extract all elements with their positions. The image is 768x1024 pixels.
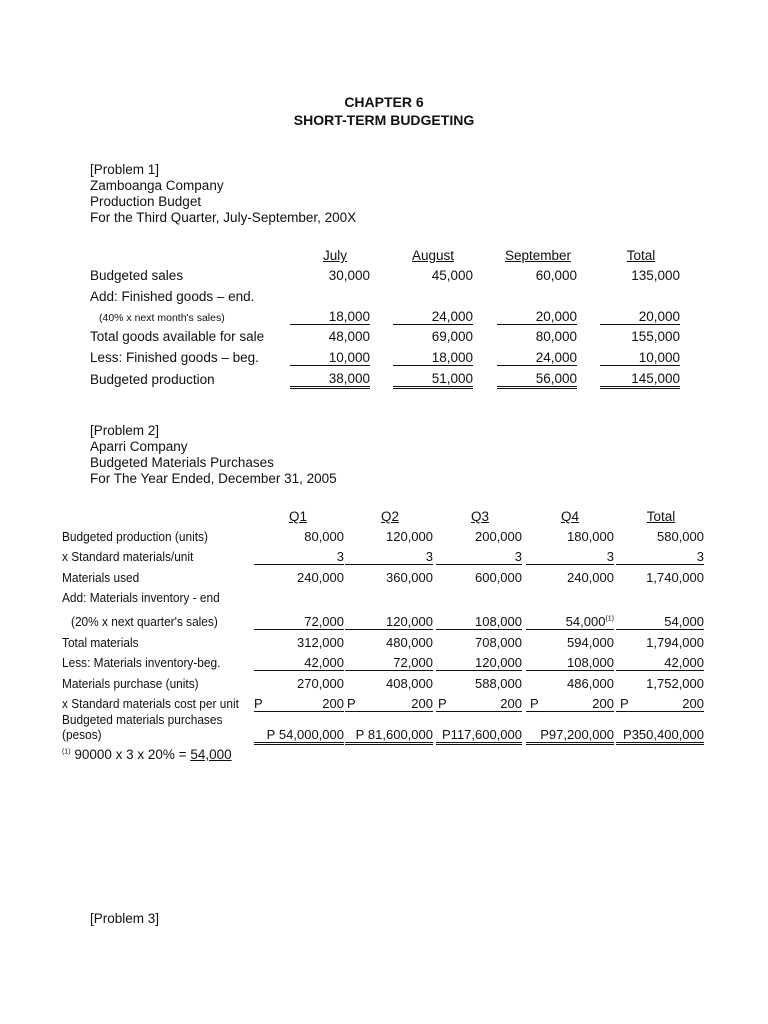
p2-cell: 708,000 <box>475 635 522 650</box>
p1-cell: 80,000 <box>535 329 577 344</box>
peso-symbol: P <box>266 727 276 742</box>
p1-cell: 145,000 <box>600 371 680 389</box>
p1-col-august: August <box>411 248 455 263</box>
p1-col-july: July <box>322 248 347 263</box>
problem1-statement: Production Budget <box>90 194 202 209</box>
p2-cell: 408,000 <box>386 676 433 691</box>
p2-cell: 120,000 <box>345 614 433 630</box>
p2-cell: 200 <box>616 696 704 712</box>
p1-cell: 30,000 <box>328 268 370 283</box>
p1-row-label: Budgeted production <box>90 372 215 387</box>
p2-col-q2: Q2 <box>380 509 399 524</box>
footnote-mark: (1) <box>62 748 71 756</box>
problem2-company: Aparri Company <box>90 439 188 454</box>
p1-cell: 24,000 <box>393 309 473 325</box>
p1-col-september: September <box>504 248 572 263</box>
p1-cell: 135,000 <box>631 268 680 283</box>
p2-cell: 312,000 <box>297 635 344 650</box>
p2-row-label: Add: Materials inventory - end <box>62 591 220 605</box>
p1-cell: 60,000 <box>535 268 577 283</box>
p1-cell: 45,000 <box>431 268 473 283</box>
p1-cell: 18,000 <box>393 350 473 366</box>
p2-cell: 42,000 <box>616 655 704 671</box>
p2-cell-value: 117,600,000 <box>450 727 522 742</box>
footnote <box>62 747 232 762</box>
p2-cell: 108,000 <box>436 614 522 630</box>
p2-cell: 3 <box>254 549 344 565</box>
p1-cell: 20,000 <box>600 309 680 325</box>
p1-cell: 69,000 <box>431 329 473 344</box>
p2-cell: 270,000 <box>297 676 344 691</box>
p2-cell: 72,000 <box>254 614 344 630</box>
p2-row-label: Total materials <box>62 636 139 650</box>
p2-cell-value: 350,400,000 <box>631 727 704 742</box>
p2-row-label: Less: Materials inventory-beg. <box>62 656 221 670</box>
problem3-label: [Problem 3] <box>90 911 160 926</box>
p2-cell: 3 <box>526 549 614 565</box>
p2-cell-value: 54,000 <box>565 614 606 629</box>
p1-cell: 38,000 <box>290 371 370 389</box>
p2-row-label: Budgeted materials purchases <box>62 713 223 727</box>
peso-symbol: P <box>540 727 549 742</box>
problem2-statement: Budgeted Materials Purchases <box>90 455 274 470</box>
p2-cell <box>254 727 344 745</box>
p2-row-label: (20% x next quarter's sales) <box>71 615 218 629</box>
p1-row-label: Budgeted sales <box>90 268 184 283</box>
p2-cell: 72,000 <box>345 655 433 671</box>
chapter-subtitle: SHORT-TERM BUDGETING <box>293 112 475 128</box>
p2-cell: 3 <box>616 549 704 565</box>
p2-cell: 200 <box>436 696 522 712</box>
p2-cell-value: 97,200,000 <box>548 727 614 742</box>
p1-row-label: (40% x next month's sales) <box>99 312 225 324</box>
p1-cell: 10,000 <box>600 350 680 366</box>
p2-cell: 1,752,000 <box>646 676 704 691</box>
p2-cell: 240,000 <box>297 570 344 585</box>
problem1-period: For the Third Quarter, July-September, 200X <box>90 210 357 225</box>
peso-symbol: P <box>620 696 629 711</box>
p2-col-total: Total <box>646 509 676 524</box>
footnote-result: 54,000 <box>190 747 232 762</box>
peso-symbol: P <box>530 696 539 711</box>
peso-symbol: P <box>355 727 365 742</box>
p1-cell: 10,000 <box>290 350 370 366</box>
p2-row-label: x Standard materials cost per unit <box>62 697 239 711</box>
p2-cell: 480,000 <box>386 635 433 650</box>
p2-cell: 3 <box>436 549 522 565</box>
p2-col-q3: Q3 <box>470 509 489 524</box>
p2-cell: 54,000 <box>616 614 704 630</box>
p1-cell: 56,000 <box>497 371 577 389</box>
p2-cell: 80,000 <box>304 529 344 544</box>
p2-cell: 42,000 <box>254 655 344 671</box>
peso-symbol: P <box>623 727 632 742</box>
problem2-label: [Problem 2] <box>90 423 160 438</box>
p2-cell: 580,000 <box>657 529 704 544</box>
p2-cell: 240,000 <box>567 570 614 585</box>
problem1-company: Zamboanga Company <box>90 178 224 193</box>
peso-symbol: P <box>254 696 263 711</box>
p2-cell: 108,000 <box>526 655 614 671</box>
p1-cell: 51,000 <box>393 371 473 389</box>
footnote-marker: (1) <box>605 615 614 623</box>
p2-cell-value: 54,000,000 <box>278 727 344 742</box>
p2-col-q4: Q4 <box>560 509 579 524</box>
p2-cell: 120,000 <box>386 529 433 544</box>
p1-cell: 18,000 <box>290 309 370 325</box>
p2-cell <box>526 727 614 745</box>
p1-cell: 48,000 <box>328 329 370 344</box>
p2-cell <box>616 727 704 745</box>
peso-symbol: P <box>347 696 356 711</box>
p2-cell: 200,000 <box>475 529 522 544</box>
p2-cell: 600,000 <box>475 570 522 585</box>
p2-cell: 200 <box>345 696 433 712</box>
p2-cell: 120,000 <box>436 655 522 671</box>
p2-cell <box>526 614 614 630</box>
p2-row-label: Materials purchase (units) <box>62 677 199 691</box>
p2-cell: 180,000 <box>567 529 614 544</box>
p2-cell: 200 <box>254 696 344 712</box>
p2-row-label: Budgeted production (units) <box>62 530 208 544</box>
p2-cell <box>436 727 522 745</box>
p2-cell: 360,000 <box>386 570 433 585</box>
footnote-text: 90000 x 3 x 20% = <box>74 747 187 762</box>
p2-cell-value: 81,600,000 <box>367 727 433 742</box>
p2-row-label-cont: (pesos) <box>62 728 102 742</box>
p2-cell: 1,740,000 <box>646 570 704 585</box>
peso-symbol: P <box>438 696 447 711</box>
p2-cell: 486,000 <box>567 676 614 691</box>
chapter-title: CHAPTER 6 <box>344 94 424 110</box>
problem2-period: For The Year Ended, December 31, 2005 <box>90 471 337 486</box>
p1-row-label: Less: Finished goods – beg. <box>90 350 259 365</box>
p2-cell: 594,000 <box>567 635 614 650</box>
p1-col-total: Total <box>626 248 656 263</box>
p2-cell: 588,000 <box>475 676 522 691</box>
p2-cell: 3 <box>345 549 433 565</box>
p2-row-label: Materials used <box>62 571 140 585</box>
p2-col-q1: Q1 <box>288 509 307 524</box>
p2-cell: 200 <box>526 696 614 712</box>
p2-row-label: x Standard materials/unit <box>62 550 194 564</box>
p1-cell: 20,000 <box>497 309 577 325</box>
peso-symbol: P <box>441 727 451 742</box>
p1-cell: 155,000 <box>631 329 680 344</box>
p2-cell: 1,794,000 <box>646 635 704 650</box>
p1-row-label: Add: Finished goods – end. <box>90 289 255 304</box>
problem1-label: [Problem 1] <box>90 162 160 177</box>
p2-cell <box>345 727 433 745</box>
p1-row-label: Total goods available for sale <box>90 329 265 344</box>
p1-cell: 24,000 <box>497 350 577 366</box>
